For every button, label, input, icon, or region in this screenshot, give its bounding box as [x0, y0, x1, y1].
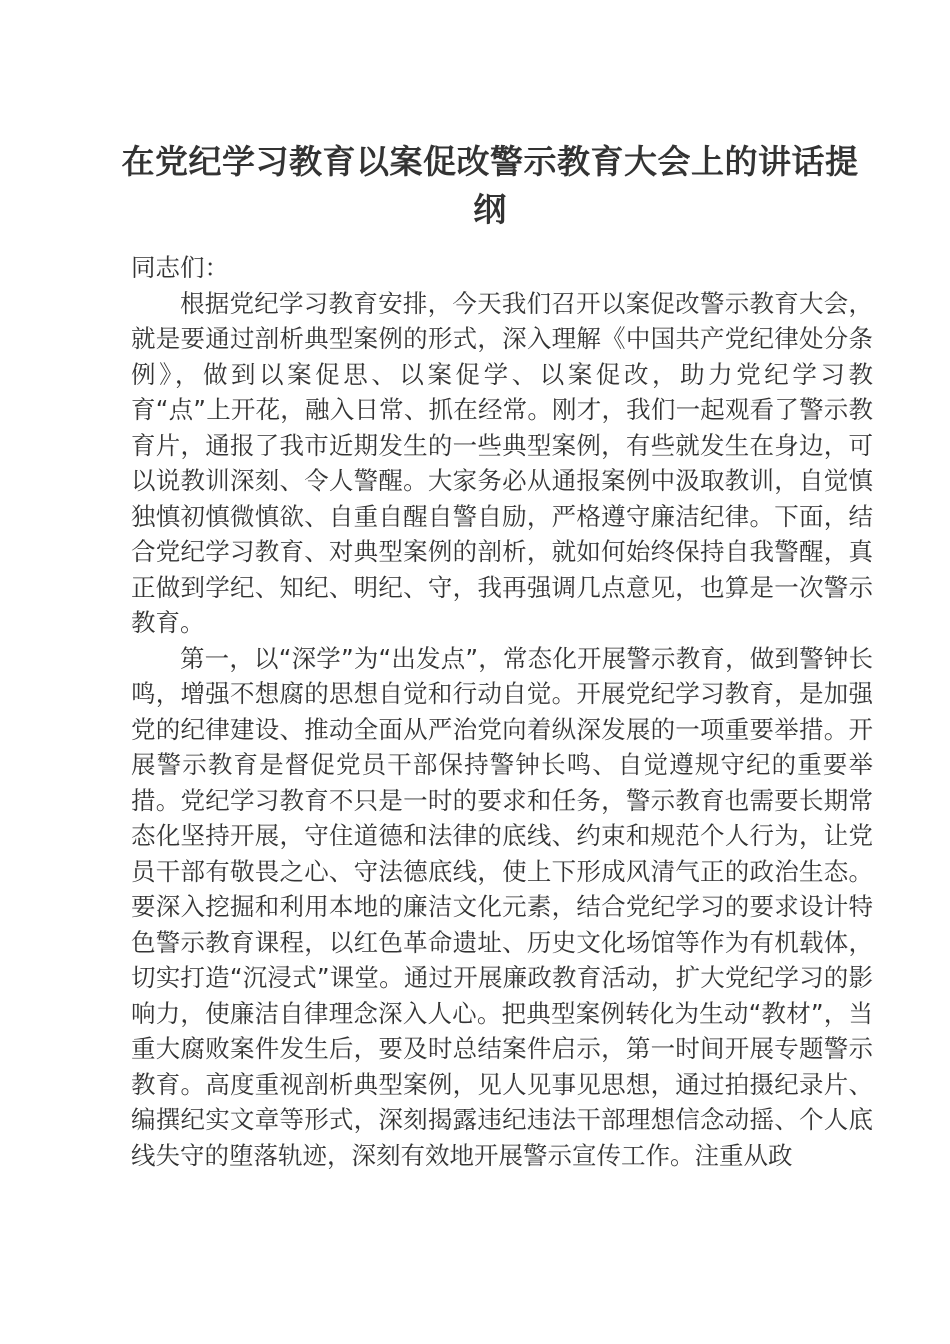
paragraph-intro: 根据党纪学习教育安排，今天我们召开以案促改警示教育大会，就是要通过剖析典型案例的形式，深入理解《中国共产党纪律处分条例》，做到以案促思、以案促学、以案促改，助力党纪学习教育“点”上开花，融入日常、抓在经常。刚才，我们一起观看了警示教育片，通报了我市近期发生的一些典型案例，有些就发生在身边，可以说教训深刻、令人警醒。大家务必从通报案例中汲取教训，自觉慎独慎初慎微慎欲、自重自醒自警自励，严格遵守廉洁纪律。下面，结合党纪学习教育、对典型案例的剖析，就如何始终保持自我警醒，真正做到学纪、知纪、明纪、守，我再强调几点意见，也算是一次警示教育。 [131, 288, 873, 637]
document-body [131, 250, 873, 1173]
salutation: 同志们： [131, 253, 229, 282]
paragraph-first-point: 第一，以“深学”为“出发点”，常态化开展警示教育，做到警钟长鸣，增强不想腐的思想自觉和行动自觉。开展党纪学习教育，是加强党的纪律建设、推动全面从严治党向着纵深发展的一项重要举措。开展警示教育是督促党员干部保持警钟长鸣、自觉遵规守纪的重要举措。党纪学习教育不只是一时的要求和任务，警示教育也需要长期常态化坚持开展，守住道德和法律的底线、约束和规范个人行为，让党员干部有敬畏之心、守法德底线，使上下形成风清气正的政治生态。要深入挖掘和利用本地的廉洁文化元素，结合党纪学习的要求设计特色警示教育课程，以红色革命遗址、历史文化场馆等作为有机载体，切实打造“沉浸式”课堂。通过开展廉政教育活动，扩大党纪学习的影响力，使廉洁自律理念深入人心。把典型案例转化为生动“教材”，当重大腐败案件发生后，要及时总结案件启示，第一时间开展专题警示教育。高度重视剖析典型案例，见人见事见思想，通过拍摄纪录片、编撰纪实文章等形式，深刻揭露违纪违法干部理想信念动摇、个人底线失守的堕落轨迹，深刻有效地开展警示宣传工作。注重从政 [131, 643, 873, 1170]
document-title: 在党纪学习教育以案促改警示教育大会上的讲话提纲 [121, 142, 859, 229]
